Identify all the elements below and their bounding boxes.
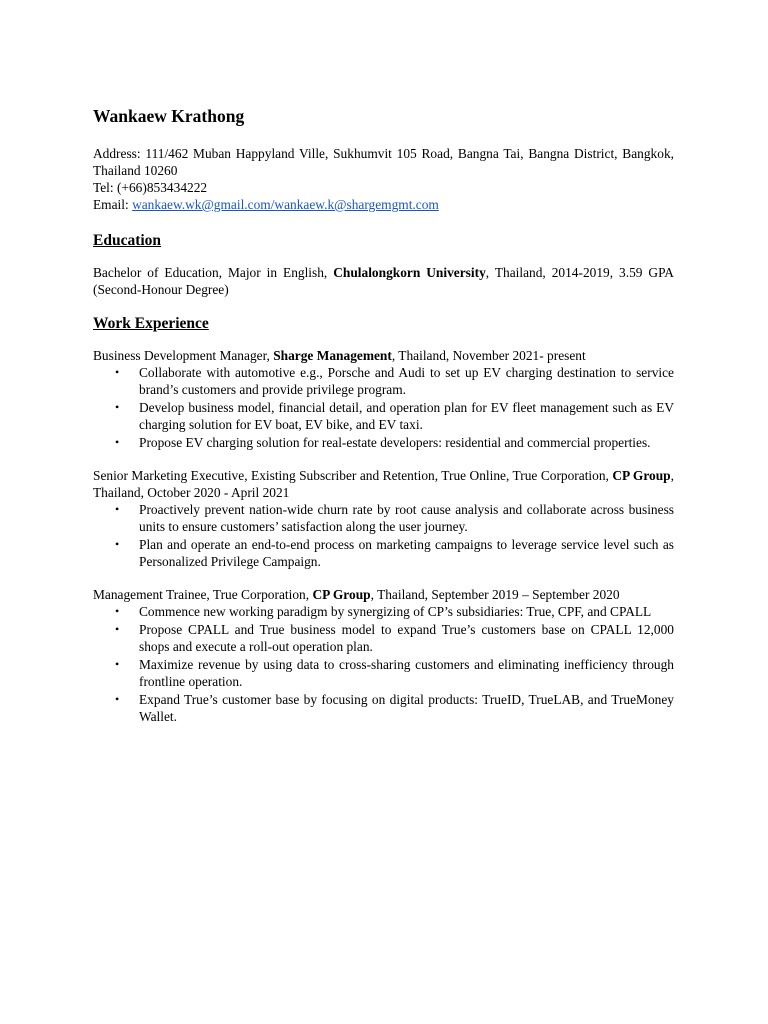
job-bullet-text: Propose EV charging solution for real-estate developers: residential and commercial properties. (139, 435, 651, 450)
bullet-icon: • (115, 400, 120, 414)
job-bullet-text: Commence new working paradigm by synergizing of CP’s subsidiaries: True, CPF, and CPALL (139, 604, 652, 619)
email-link[interactable]: wankaew.wk@gmail.com/wankaew.k@shargemgmt.com (132, 197, 439, 212)
bullet-icon: • (115, 537, 120, 551)
education-degree: Bachelor of Education, Major in English, (93, 265, 334, 280)
job-details: , Thailand, November 2021- present (391, 348, 586, 363)
job-bullet (93, 434, 674, 451)
work-experience-heading: Work Experience (93, 315, 209, 332)
job-entry (93, 347, 674, 451)
job-bullet (93, 536, 674, 570)
email-line (93, 196, 674, 213)
resume-content (93, 105, 674, 726)
job-entry (93, 467, 674, 570)
job-bullet (93, 501, 674, 535)
job-bullet-text: Maximize revenue by using data to cross-sharing customers and eliminating inefficiency through frontline operation. (139, 657, 674, 689)
job-bullet (93, 656, 674, 690)
job-details: , Thailand, October 2020 - April 2021 (93, 468, 674, 500)
education-university: Chulalongkorn University (333, 265, 486, 280)
bullet-icon: • (115, 657, 120, 671)
job-title: Management Trainee, True Corporation, (93, 587, 313, 602)
job-bullet-text: Develop business model, financial detail, and operation plan for EV fleet management such as EV charging solution for EV boat, EV bike, and EV taxi. (139, 400, 674, 432)
bullet-icon: • (115, 604, 120, 618)
job-bullet-text: Expand True’s customer base by focusing on digital products: TrueID, TrueLAB, and TrueMoney Wallet. (139, 692, 674, 724)
job-company: CP Group (312, 587, 371, 602)
bullet-icon: • (115, 365, 120, 379)
job-bullet-text: Collaborate with automotive e.g., Porsche and Audi to set up EV charging destination to service brand’s customers and provide privilege program. (139, 365, 674, 397)
email-label: Email: (93, 197, 133, 212)
address-line: Address: 111/462 Muban Happyland Ville, Sukhumvit 105 Road, Bangna Tai, Bangna District, Bangkok, Thailand 10260 (93, 146, 674, 178)
job-company: CP Group (612, 468, 671, 483)
bullet-icon: • (115, 435, 120, 449)
job-bullets (93, 501, 674, 570)
job-bullet (93, 621, 674, 655)
job-bullet-text: Propose CPALL and True business model to expand True’s customers base on CPALL 12,000 shops and execute a roll-out operation plan. (139, 622, 674, 654)
job-title: Business Development Manager, (93, 348, 274, 363)
job-bullets (93, 364, 674, 451)
tel-line: Tel: (+66)853434222 (93, 180, 208, 195)
job-heading (93, 347, 674, 364)
bullet-icon: • (115, 622, 120, 636)
candidate-name: Wankaew Krathong (93, 106, 245, 126)
job-bullets (93, 603, 674, 725)
contact-block (93, 145, 674, 213)
job-bullet (93, 399, 674, 433)
job-company: Sharge Management (273, 348, 392, 363)
job-entry (93, 586, 674, 725)
bullet-icon: • (115, 692, 120, 706)
job-bullet-text: Proactively prevent nation-wide churn rate by root cause analysis and collaborate across business units to ensure customers’ satisfaction along the user journey. (139, 502, 674, 534)
job-bullet (93, 364, 674, 398)
job-heading (93, 586, 674, 603)
job-bullet (93, 603, 674, 620)
job-title: Senior Marketing Executive, Existing Subscriber and Retention, True Online, True Corporation, (93, 468, 613, 483)
work-experience-list (93, 347, 674, 725)
job-bullet (93, 691, 674, 725)
education-details: , Thailand, 2014-2019, 3.59 GPA (Second-Honour Degree) (93, 265, 674, 297)
job-details: , Thailand, September 2019 – September 2020 (370, 587, 620, 602)
job-bullet-text: Plan and operate an end-to-end process on marketing campaigns to leverage service level such as Personalized Privilege Campaign. (139, 537, 674, 569)
bullet-icon: • (115, 502, 120, 516)
job-heading (93, 467, 674, 501)
education-heading: Education (93, 232, 162, 249)
education-entry (93, 264, 674, 298)
